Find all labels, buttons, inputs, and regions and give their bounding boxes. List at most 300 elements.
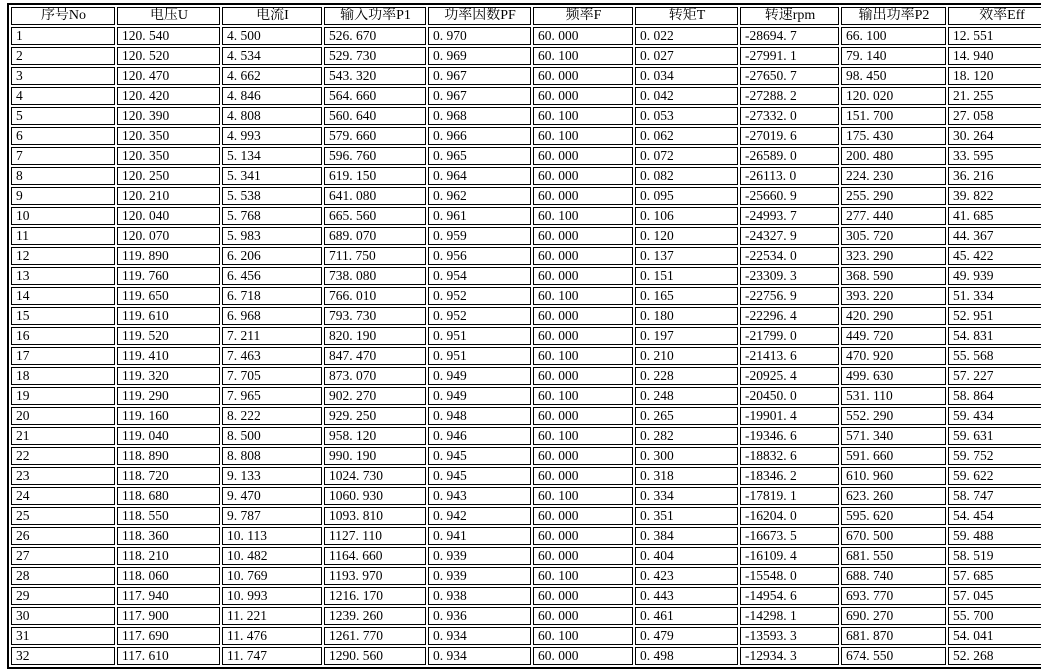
cell-frequency-f: 60. 100 [533,487,633,505]
cell-current-i: 8. 222 [222,407,322,425]
cell-power-factor-pf: 0. 967 [428,87,531,105]
cell-speed-rpm: -27332. 0 [740,107,839,125]
cell-serial-no: 20 [11,407,115,425]
cell-input-power-p1: 529. 730 [324,47,426,65]
cell-frequency-f: 60. 000 [533,507,633,525]
cell-frequency-f: 60. 000 [533,447,633,465]
cell-speed-rpm: -28694. 7 [740,27,839,45]
cell-serial-no: 2 [11,47,115,65]
cell-power-factor-pf: 0. 949 [428,387,531,405]
column-header-power-factor-pf: 功率因数PF [428,7,531,25]
cell-input-power-p1: 560. 640 [324,107,426,125]
cell-torque-t: 0. 106 [635,207,738,225]
table-row [11,527,1041,545]
column-header-frequency-f: 频率F [533,7,633,25]
table-row [11,367,1041,385]
cell-output-power-p2: 175. 430 [841,127,946,145]
cell-power-factor-pf: 0. 952 [428,287,531,305]
cell-frequency-f: 60. 000 [533,647,633,665]
cell-input-power-p1: 1216. 170 [324,587,426,605]
cell-output-power-p2: 200. 480 [841,147,946,165]
cell-speed-rpm: -23309. 3 [740,267,839,285]
cell-speed-rpm: -13593. 3 [740,627,839,645]
cell-output-power-p2: 224. 230 [841,167,946,185]
cell-voltage-u: 117. 610 [117,647,220,665]
cell-output-power-p2: 393. 220 [841,287,946,305]
cell-speed-rpm: -25660. 9 [740,187,839,205]
table-row [11,167,1041,185]
cell-input-power-p1: 738. 080 [324,267,426,285]
cell-torque-t: 0. 062 [635,127,738,145]
cell-frequency-f: 60. 100 [533,47,633,65]
table-row [11,267,1041,285]
cell-torque-t: 0. 248 [635,387,738,405]
cell-serial-no: 9 [11,187,115,205]
cell-voltage-u: 119. 760 [117,267,220,285]
cell-output-power-p2: 690. 270 [841,607,946,625]
cell-power-factor-pf: 0. 959 [428,227,531,245]
cell-power-factor-pf: 0. 939 [428,547,531,565]
cell-frequency-f: 60. 000 [533,407,633,425]
cell-power-factor-pf: 0. 965 [428,147,531,165]
cell-efficiency-eff: 49. 939 [948,267,1041,285]
table-row [11,547,1041,565]
cell-serial-no: 19 [11,387,115,405]
cell-speed-rpm: -18832. 6 [740,447,839,465]
cell-frequency-f: 60. 100 [533,127,633,145]
table-row [11,467,1041,485]
cell-power-factor-pf: 0. 952 [428,307,531,325]
table-body [11,27,1041,665]
cell-voltage-u: 118. 680 [117,487,220,505]
cell-voltage-u: 119. 520 [117,327,220,345]
cell-torque-t: 0. 095 [635,187,738,205]
cell-voltage-u: 120. 210 [117,187,220,205]
cell-input-power-p1: 1093. 810 [324,507,426,525]
table-row [11,387,1041,405]
cell-output-power-p2: 120. 020 [841,87,946,105]
table-row [11,47,1041,65]
cell-torque-t: 0. 042 [635,87,738,105]
cell-power-factor-pf: 0. 969 [428,47,531,65]
cell-output-power-p2: 681. 870 [841,627,946,645]
table-row [11,287,1041,305]
cell-frequency-f: 60. 100 [533,387,633,405]
cell-efficiency-eff: 58. 519 [948,547,1041,565]
cell-current-i: 5. 983 [222,227,322,245]
cell-efficiency-eff: 59. 752 [948,447,1041,465]
cell-input-power-p1: 902. 270 [324,387,426,405]
cell-serial-no: 18 [11,367,115,385]
table-row [11,247,1041,265]
column-header-serial-no: 序号No [11,7,115,25]
cell-output-power-p2: 531. 110 [841,387,946,405]
cell-voltage-u: 120. 250 [117,167,220,185]
cell-frequency-f: 60. 000 [533,167,633,185]
cell-efficiency-eff: 58. 864 [948,387,1041,405]
cell-efficiency-eff: 14. 940 [948,47,1041,65]
table-row [11,647,1041,665]
cell-serial-no: 24 [11,487,115,505]
cell-frequency-f: 60. 000 [533,267,633,285]
cell-torque-t: 0. 461 [635,607,738,625]
cell-speed-rpm: -21413. 6 [740,347,839,365]
cell-serial-no: 16 [11,327,115,345]
cell-torque-t: 0. 137 [635,247,738,265]
cell-voltage-u: 119. 290 [117,387,220,405]
cell-serial-no: 6 [11,127,115,145]
cell-frequency-f: 60. 000 [533,547,633,565]
cell-serial-no: 13 [11,267,115,285]
table-row [11,87,1041,105]
cell-input-power-p1: 873. 070 [324,367,426,385]
cell-efficiency-eff: 55. 700 [948,607,1041,625]
cell-efficiency-eff: 52. 951 [948,307,1041,325]
cell-input-power-p1: 990. 190 [324,447,426,465]
cell-speed-rpm: -14954. 6 [740,587,839,605]
cell-frequency-f: 60. 100 [533,627,633,645]
table-row [11,627,1041,645]
cell-torque-t: 0. 072 [635,147,738,165]
cell-torque-t: 0. 423 [635,567,738,585]
cell-speed-rpm: -27650. 7 [740,67,839,85]
cell-efficiency-eff: 58. 747 [948,487,1041,505]
cell-voltage-u: 120. 540 [117,27,220,45]
cell-current-i: 10. 113 [222,527,322,545]
cell-power-factor-pf: 0. 936 [428,607,531,625]
cell-input-power-p1: 1060. 930 [324,487,426,505]
column-header-current-i: 电流I [222,7,322,25]
cell-power-factor-pf: 0. 954 [428,267,531,285]
cell-output-power-p2: 693. 770 [841,587,946,605]
cell-efficiency-eff: 52. 268 [948,647,1041,665]
cell-serial-no: 32 [11,647,115,665]
cell-voltage-u: 120. 390 [117,107,220,125]
cell-voltage-u: 119. 160 [117,407,220,425]
cell-power-factor-pf: 0. 942 [428,507,531,525]
cell-output-power-p2: 449. 720 [841,327,946,345]
cell-output-power-p2: 66. 100 [841,27,946,45]
cell-power-factor-pf: 0. 967 [428,67,531,85]
cell-voltage-u: 120. 070 [117,227,220,245]
cell-efficiency-eff: 39. 822 [948,187,1041,205]
cell-output-power-p2: 98. 450 [841,67,946,85]
cell-speed-rpm: -16204. 0 [740,507,839,525]
cell-frequency-f: 60. 000 [533,187,633,205]
cell-speed-rpm: -22756. 9 [740,287,839,305]
cell-output-power-p2: 623. 260 [841,487,946,505]
cell-speed-rpm: -19901. 4 [740,407,839,425]
cell-torque-t: 0. 210 [635,347,738,365]
cell-speed-rpm: -26589. 0 [740,147,839,165]
table-row [11,147,1041,165]
cell-frequency-f: 60. 000 [533,327,633,345]
cell-output-power-p2: 420. 290 [841,307,946,325]
cell-torque-t: 0. 228 [635,367,738,385]
cell-speed-rpm: -12934. 3 [740,647,839,665]
cell-frequency-f: 60. 000 [533,87,633,105]
cell-output-power-p2: 470. 920 [841,347,946,365]
cell-voltage-u: 119. 890 [117,247,220,265]
cell-voltage-u: 120. 420 [117,87,220,105]
table-row [11,587,1041,605]
cell-speed-rpm: -18346. 2 [740,467,839,485]
cell-speed-rpm: -27288. 2 [740,87,839,105]
column-header-output-power-p2: 输出功率P2 [841,7,946,25]
cell-torque-t: 0. 022 [635,27,738,45]
cell-speed-rpm: -22534. 0 [740,247,839,265]
cell-torque-t: 0. 334 [635,487,738,505]
cell-power-factor-pf: 0. 945 [428,447,531,465]
cell-output-power-p2: 674. 550 [841,647,946,665]
cell-current-i: 10. 769 [222,567,322,585]
cell-speed-rpm: -24327. 9 [740,227,839,245]
cell-torque-t: 0. 197 [635,327,738,345]
cell-frequency-f: 60. 000 [533,467,633,485]
cell-input-power-p1: 929. 250 [324,407,426,425]
cell-torque-t: 0. 120 [635,227,738,245]
cell-output-power-p2: 681. 550 [841,547,946,565]
cell-power-factor-pf: 0. 951 [428,347,531,365]
table-row [11,607,1041,625]
cell-current-i: 9. 787 [222,507,322,525]
cell-frequency-f: 60. 000 [533,607,633,625]
cell-input-power-p1: 526. 670 [324,27,426,45]
cell-output-power-p2: 595. 620 [841,507,946,525]
cell-current-i: 11. 747 [222,647,322,665]
cell-frequency-f: 60. 000 [533,67,633,85]
cell-torque-t: 0. 498 [635,647,738,665]
cell-voltage-u: 118. 720 [117,467,220,485]
cell-frequency-f: 60. 000 [533,27,633,45]
cell-efficiency-eff: 57. 045 [948,587,1041,605]
cell-power-factor-pf: 0. 964 [428,167,531,185]
cell-input-power-p1: 564. 660 [324,87,426,105]
cell-voltage-u: 119. 650 [117,287,220,305]
cell-current-i: 11. 476 [222,627,322,645]
cell-torque-t: 0. 351 [635,507,738,525]
cell-frequency-f: 60. 000 [533,147,633,165]
cell-serial-no: 5 [11,107,115,125]
cell-output-power-p2: 323. 290 [841,247,946,265]
cell-torque-t: 0. 443 [635,587,738,605]
cell-output-power-p2: 79. 140 [841,47,946,65]
cell-torque-t: 0. 300 [635,447,738,465]
cell-output-power-p2: 688. 740 [841,567,946,585]
cell-frequency-f: 60. 100 [533,567,633,585]
cell-input-power-p1: 711. 750 [324,247,426,265]
cell-current-i: 4. 534 [222,47,322,65]
cell-efficiency-eff: 18. 120 [948,67,1041,85]
cell-efficiency-eff: 45. 422 [948,247,1041,265]
table-row [11,27,1041,45]
cell-input-power-p1: 1024. 730 [324,467,426,485]
cell-input-power-p1: 1127. 110 [324,527,426,545]
table-row [11,307,1041,325]
cell-current-i: 9. 470 [222,487,322,505]
cell-torque-t: 0. 479 [635,627,738,645]
cell-input-power-p1: 619. 150 [324,167,426,185]
cell-efficiency-eff: 57. 227 [948,367,1041,385]
table-row [11,447,1041,465]
cell-current-i: 6. 456 [222,267,322,285]
cell-frequency-f: 60. 100 [533,427,633,445]
cell-input-power-p1: 1261. 770 [324,627,426,645]
cell-speed-rpm: -16673. 5 [740,527,839,545]
cell-frequency-f: 60. 000 [533,587,633,605]
cell-serial-no: 15 [11,307,115,325]
cell-frequency-f: 60. 000 [533,367,633,385]
cell-power-factor-pf: 0. 946 [428,427,531,445]
cell-current-i: 4. 846 [222,87,322,105]
cell-output-power-p2: 368. 590 [841,267,946,285]
cell-power-factor-pf: 0. 934 [428,647,531,665]
cell-frequency-f: 60. 100 [533,287,633,305]
cell-speed-rpm: -27019. 6 [740,127,839,145]
table-row [11,207,1041,225]
cell-speed-rpm: -27991. 1 [740,47,839,65]
cell-serial-no: 1 [11,27,115,45]
cell-serial-no: 10 [11,207,115,225]
cell-torque-t: 0. 265 [635,407,738,425]
cell-serial-no: 11 [11,227,115,245]
cell-torque-t: 0. 282 [635,427,738,445]
cell-current-i: 5. 341 [222,167,322,185]
cell-serial-no: 26 [11,527,115,545]
cell-speed-rpm: -20450. 0 [740,387,839,405]
cell-current-i: 5. 538 [222,187,322,205]
cell-current-i: 4. 808 [222,107,322,125]
cell-serial-no: 23 [11,467,115,485]
cell-output-power-p2: 591. 660 [841,447,946,465]
cell-power-factor-pf: 0. 934 [428,627,531,645]
cell-output-power-p2: 305. 720 [841,227,946,245]
cell-speed-rpm: -22296. 4 [740,307,839,325]
cell-current-i: 5. 134 [222,147,322,165]
cell-input-power-p1: 543. 320 [324,67,426,85]
column-header-speed-rpm: 转速rpm [740,7,839,25]
cell-current-i: 8. 808 [222,447,322,465]
cell-efficiency-eff: 36. 216 [948,167,1041,185]
column-header-input-power-p1: 输入功率P1 [324,7,426,25]
cell-efficiency-eff: 57. 685 [948,567,1041,585]
cell-voltage-u: 118. 890 [117,447,220,465]
table-row [11,427,1041,445]
cell-voltage-u: 118. 210 [117,547,220,565]
cell-input-power-p1: 641. 080 [324,187,426,205]
cell-voltage-u: 118. 060 [117,567,220,585]
cell-voltage-u: 120. 470 [117,67,220,85]
cell-input-power-p1: 579. 660 [324,127,426,145]
cell-voltage-u: 119. 410 [117,347,220,365]
cell-efficiency-eff: 44. 367 [948,227,1041,245]
cell-serial-no: 17 [11,347,115,365]
cell-current-i: 7. 705 [222,367,322,385]
cell-speed-rpm: -19346. 6 [740,427,839,445]
cell-serial-no: 31 [11,627,115,645]
table-row [11,567,1041,585]
cell-torque-t: 0. 384 [635,527,738,545]
cell-power-factor-pf: 0. 938 [428,587,531,605]
cell-power-factor-pf: 0. 966 [428,127,531,145]
cell-power-factor-pf: 0. 968 [428,107,531,125]
cell-current-i: 4. 500 [222,27,322,45]
cell-speed-rpm: -15548. 0 [740,567,839,585]
cell-power-factor-pf: 0. 948 [428,407,531,425]
cell-torque-t: 0. 165 [635,287,738,305]
cell-voltage-u: 120. 520 [117,47,220,65]
cell-efficiency-eff: 55. 568 [948,347,1041,365]
cell-voltage-u: 117. 940 [117,587,220,605]
cell-input-power-p1: 958. 120 [324,427,426,445]
cell-power-factor-pf: 0. 956 [428,247,531,265]
table-row [11,107,1041,125]
cell-output-power-p2: 255. 290 [841,187,946,205]
cell-current-i: 4. 993 [222,127,322,145]
cell-efficiency-eff: 54. 831 [948,327,1041,345]
cell-serial-no: 30 [11,607,115,625]
cell-serial-no: 4 [11,87,115,105]
table-row [11,347,1041,365]
cell-frequency-f: 60. 100 [533,107,633,125]
cell-efficiency-eff: 59. 631 [948,427,1041,445]
cell-frequency-f: 60. 100 [533,207,633,225]
cell-serial-no: 29 [11,587,115,605]
cell-serial-no: 28 [11,567,115,585]
cell-input-power-p1: 1239. 260 [324,607,426,625]
cell-input-power-p1: 596. 760 [324,147,426,165]
cell-efficiency-eff: 27. 058 [948,107,1041,125]
cell-frequency-f: 60. 000 [533,247,633,265]
cell-speed-rpm: -20925. 4 [740,367,839,385]
cell-torque-t: 0. 027 [635,47,738,65]
cell-current-i: 10. 993 [222,587,322,605]
cell-speed-rpm: -17819. 1 [740,487,839,505]
cell-torque-t: 0. 082 [635,167,738,185]
cell-torque-t: 0. 053 [635,107,738,125]
cell-voltage-u: 117. 690 [117,627,220,645]
cell-efficiency-eff: 59. 488 [948,527,1041,545]
cell-output-power-p2: 610. 960 [841,467,946,485]
cell-torque-t: 0. 151 [635,267,738,285]
cell-power-factor-pf: 0. 943 [428,487,531,505]
cell-efficiency-eff: 30. 264 [948,127,1041,145]
cell-power-factor-pf: 0. 939 [428,567,531,585]
cell-serial-no: 3 [11,67,115,85]
cell-efficiency-eff: 33. 595 [948,147,1041,165]
cell-input-power-p1: 820. 190 [324,327,426,345]
cell-speed-rpm: -24993. 7 [740,207,839,225]
cell-torque-t: 0. 318 [635,467,738,485]
column-header-efficiency-eff: 效率Eff [948,7,1041,25]
cell-serial-no: 27 [11,547,115,565]
cell-current-i: 7. 463 [222,347,322,365]
cell-output-power-p2: 277. 440 [841,207,946,225]
cell-current-i: 7. 211 [222,327,322,345]
cell-voltage-u: 119. 320 [117,367,220,385]
cell-voltage-u: 118. 360 [117,527,220,545]
cell-input-power-p1: 1290. 560 [324,647,426,665]
cell-efficiency-eff: 12. 551 [948,27,1041,45]
cell-efficiency-eff: 21. 255 [948,87,1041,105]
cell-current-i: 10. 482 [222,547,322,565]
cell-input-power-p1: 665. 560 [324,207,426,225]
cell-voltage-u: 120. 350 [117,147,220,165]
cell-input-power-p1: 793. 730 [324,307,426,325]
cell-input-power-p1: 847. 470 [324,347,426,365]
cell-frequency-f: 60. 000 [533,307,633,325]
cell-efficiency-eff: 54. 041 [948,627,1041,645]
